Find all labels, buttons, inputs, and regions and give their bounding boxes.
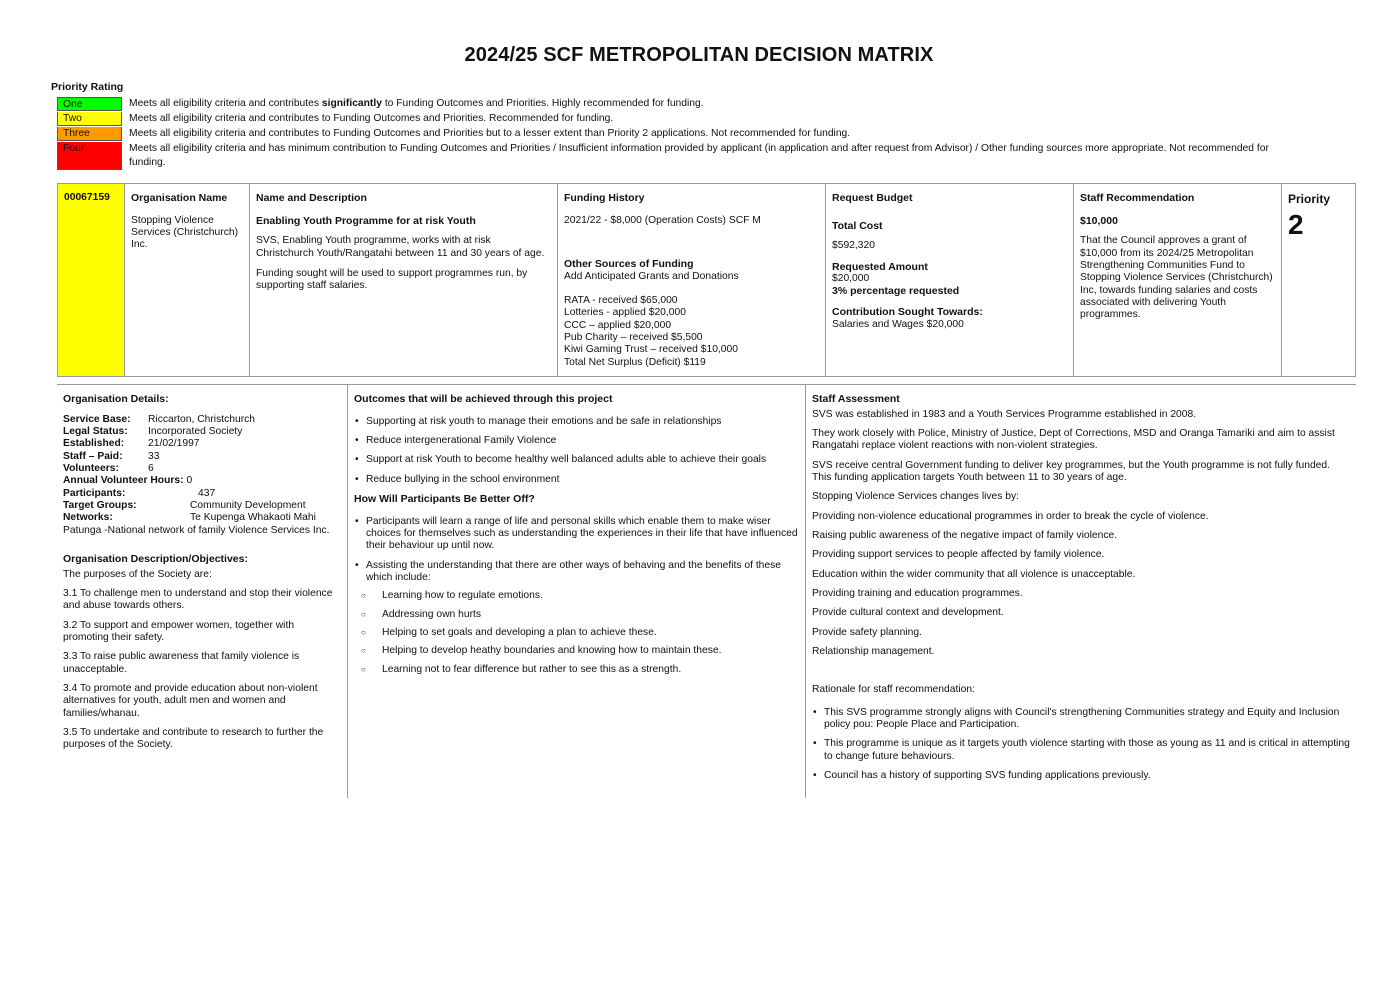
detail-value: 437	[198, 487, 216, 499]
assessment-paragraph: Providing support services to people affected by family violence.	[812, 549, 1105, 561]
requested-amount-value: $20,000	[832, 273, 870, 285]
outcome-item: • Reduce bullying in the school environment	[366, 474, 799, 486]
outcomes-heading: Outcomes that will be achieved through this project	[354, 393, 613, 405]
outcome-item: • Reduce intergenerational Family Violence	[366, 435, 799, 447]
better-off-subitem: ○ Learning not to fear difference but rather to see this as a strength.	[382, 664, 799, 676]
application-summary-table	[57, 183, 1356, 377]
detail-value: Community Development	[190, 500, 306, 511]
detail-staff-paid	[63, 451, 341, 463]
detail-networks	[63, 512, 341, 524]
contribution-value: Salaries and Wages $20,000	[832, 318, 964, 330]
priority-rating-heading: Priority Rating	[51, 81, 124, 93]
organisation-details-panel	[57, 385, 348, 798]
detail-legal-status	[63, 426, 341, 438]
objective-item: 3.1 To challenge men to understand and stop their violence and abuse towards others.	[63, 587, 333, 612]
assessment-paragraph: Education within the wider community that all violence is unacceptable.	[812, 568, 1136, 580]
detail-networks-continuation: Patunga -National network of family Violence Services Inc.	[63, 524, 330, 536]
detail-label: Volunteers:	[63, 462, 119, 474]
total-cost-value: $592,320	[832, 240, 875, 252]
legend-text-part: Meets all eligibility criteria and contributes	[129, 98, 322, 109]
organisation-name-cell	[125, 184, 250, 376]
funding-sources-list	[564, 295, 819, 369]
funding-source: Kiwi Gaming Trust – received $10,000	[564, 344, 738, 356]
contribution-label: Contribution Sought Towards:	[832, 306, 983, 319]
rationale-item: • This SVS programme strongly aligns with Council's strengthening Communities strategy and Equity and Inclusion policy pou: People Place and Participation.	[824, 707, 1350, 732]
detail-label: Networks:	[63, 512, 113, 524]
better-off-sublist	[354, 590, 799, 676]
funding-history-heading: Funding History	[564, 192, 645, 204]
better-off-subitem: ○ Addressing own hurts	[382, 609, 799, 621]
detail-label: Service Base:	[63, 413, 131, 425]
detail-label: Annual Volunteer Hours:	[63, 475, 184, 487]
assessment-paragraph: Providing non-violence educational programmes in order to break the cycle of violence.	[812, 510, 1209, 522]
rationale-item: • Council has a history of supporting SVS funding applications previously.	[824, 770, 1350, 782]
detail-value: Te Kupenga Whakaoti Mahi	[190, 512, 316, 524]
outcome-item: • Support at risk Youth to become healthy well balanced adults able to achieve their goals	[366, 454, 799, 466]
detail-value: Riccarton, Christchurch	[148, 413, 256, 425]
outcome-item: • Supporting at risk youth to manage their emotions and be safe in relationships	[366, 416, 799, 428]
requested-amount-label: Requested Amount	[832, 260, 928, 273]
assessment-paragraph: Relationship management.	[812, 646, 935, 658]
assessment-paragraph: Provide cultural context and development.	[812, 607, 1004, 619]
better-off-list	[354, 516, 799, 585]
rationale-list	[812, 707, 1350, 783]
detail-volunteers	[63, 463, 341, 475]
funding-source: CCC – applied $20,000	[564, 319, 672, 331]
objectives-intro: The purposes of the Society are:	[63, 568, 212, 580]
funding-source: Lotteries - applied $20,000	[564, 307, 686, 319]
assessment-paragraph: They work closely with Police, Ministry of Justice, Dept of Corrections, MSD and Oranga Tamariki and aim to assist Rangatahi replace violent reactions with non-violent strategies.	[812, 427, 1335, 452]
percentage-requested: 3% percentage requested	[832, 285, 960, 298]
priority-heading: Priority	[1288, 192, 1331, 206]
better-off-subitem: ○ Helping to set goals and developing a plan to achieve these.	[382, 627, 799, 639]
project-name: Enabling Youth Programme for at risk Youth	[256, 214, 476, 227]
legend-text-three: Meets all eligibility criteria and contributes to Funding Outcomes and Priorities but to a lesser extent than Priority 2 applications. Not recommended for funding.	[129, 128, 851, 139]
priority-swatch-one: One	[57, 97, 122, 111]
organisation-details-list	[63, 414, 341, 537]
rationale-heading: Rationale for staff recommendation:	[812, 684, 975, 696]
assessment-paragraph: Providing training and education programmes.	[812, 588, 1023, 600]
detail-label: Staff – Paid:	[63, 450, 123, 462]
staff-recommendation-heading: Staff Recommendation	[1080, 192, 1195, 204]
staff-assessment-heading: Staff Assessment	[812, 393, 900, 405]
legend-row-two	[57, 112, 1327, 126]
organisation-name-heading: Organisation Name	[131, 192, 228, 204]
detail-service-base	[63, 414, 341, 426]
detail-label: Established:	[63, 438, 125, 450]
detail-value: Incorporated Society	[148, 425, 243, 437]
organisation-details-heading: Organisation Details:	[63, 393, 169, 405]
assessment-paragraph: Stopping Violence Services changes lives by:	[812, 491, 1020, 503]
other-funding-subheading: Add Anticipated Grants and Donations	[564, 270, 739, 282]
better-off-item: • Assisting the understanding that there are other ways of behaving and the benefits of these which include:	[366, 560, 799, 585]
detail-value: 6	[148, 462, 154, 474]
detail-label: Participants:	[63, 487, 126, 499]
assessment-paragraph: Provide safety planning.	[812, 626, 922, 638]
priority-swatch-three: Three	[57, 127, 122, 141]
detail-target-groups	[63, 500, 341, 512]
recommendation-text: That the Council approves a grant of $10,000 from its 2024/25 Metropolitan Strengthening Communities Fund to Stopping Violence Services (Christchurch) Inc, towards funding salaries and costs associated with delivering Youth programmes.	[1080, 235, 1273, 321]
request-budget-heading: Request Budget	[832, 192, 913, 204]
priority-swatch-four: Four	[57, 142, 122, 170]
detail-label: Target Groups:	[63, 500, 137, 511]
better-off-subitem: ○ Learning how to regulate emotions.	[382, 590, 799, 602]
objective-item: 3.3 To raise public awareness that family violence is unacceptable.	[63, 651, 300, 675]
priority-legend	[57, 97, 1327, 170]
assessment-paragraph: SVS was established in 1983 and a Youth Services Programme established in 2008.	[812, 408, 1197, 420]
assessment-paragraph: Raising public awareness of the negative impact of family violence.	[812, 530, 1118, 541]
legend-row-three	[57, 127, 1327, 141]
assessment-paragraph: SVS receive central Government funding to deliver key programmes, but the Youth programme is not fully funded. This funding application targets Youth between 11 to 30 years of age.	[812, 459, 1330, 483]
detail-participants	[63, 488, 341, 500]
outcomes-list	[354, 416, 799, 486]
detail-volunteer-hours	[63, 475, 341, 487]
detail-label: Legal Status:	[63, 425, 128, 437]
legend-row-four	[57, 142, 1327, 170]
other-funding-heading: Other Sources of Funding	[564, 257, 694, 270]
request-budget-cell	[826, 184, 1074, 376]
detail-value: 33	[148, 450, 160, 462]
legend-text-one	[129, 97, 1304, 111]
detail-value: 21/02/1997	[148, 438, 200, 450]
name-description-heading: Name and Description	[256, 192, 367, 204]
legend-text-two: Meets all eligibility criteria and contributes to Funding Outcomes and Priorities. Recommended for funding.	[129, 113, 614, 124]
objective-item: 3.4 To promote and provide education about non-violent alternatives for youth, adult men and women and families/whanau.	[63, 683, 318, 719]
objective-item: 3.5 To undertake and contribute to research to further the purposes of the Society.	[63, 727, 324, 751]
application-id-cell	[58, 184, 125, 376]
application-id: 00067159	[64, 192, 110, 203]
rationale-item: • This programme is unique as it targets youth violence starting with those as young as 11 and is critical in attempting to change future behaviours.	[824, 738, 1350, 763]
legend-text-four: Meets all eligibility criteria and has minimum contribution to Funding Outcomes and Priorities / Insufficient information provided by applicant (in application and after request from Advisor) / Other funding sources more appropriate. Not recommended for funding.	[129, 143, 1269, 168]
objectives-heading: Organisation Description/Objectives:	[63, 553, 248, 566]
staff-assessment-panel	[806, 385, 1356, 797]
staff-recommendation-cell	[1074, 184, 1282, 376]
priority-value: 2	[1288, 209, 1304, 241]
project-description: SVS, Enabling Youth programme, works with at risk Christchurch Youth/Rangatahi between 11 and 30 years of age.	[256, 235, 545, 259]
funding-purpose: Funding sought will be used to support programmes run, by supporting staff salaries.	[256, 267, 528, 292]
funding-history-entry: 2021/22 - $8,000 (Operation Costs) SCF M	[564, 214, 761, 226]
legend-text-part: to Funding Outcomes and Priorities. Highly recommended for funding.	[381, 98, 704, 109]
better-off-subitem: ○ Helping to develop heathy boundaries and knowing how to maintain these.	[382, 645, 799, 657]
objective-item: 3.2 To support and empower women, together with promoting their safety.	[63, 619, 295, 643]
funding-history-cell	[558, 184, 826, 376]
funding-source: RATA - received $65,000	[564, 294, 678, 306]
page-title: 2024/25 SCF METROPOLITAN DECISION MATRIX	[464, 44, 934, 66]
total-cost-label: Total Cost	[832, 219, 883, 232]
legend-text-bold: significantly	[321, 98, 382, 109]
detail-value: 0	[186, 475, 193, 487]
better-off-item: • Participants will learn a range of life and personal skills which enable them to make wiser choices for themselves such as understanding the experiences in their life that have influenced their behaviour up until now.	[366, 516, 799, 553]
net-surplus: Total Net Surplus (Deficit) $119	[564, 356, 706, 368]
outcomes-panel	[348, 385, 806, 798]
organisation-name: Stopping Violence Services (Christchurch) Inc.	[131, 214, 238, 251]
priority-cell	[1282, 184, 1355, 376]
legend-row-one	[57, 97, 1327, 111]
detail-established	[63, 438, 341, 450]
recommended-amount: $10,000	[1080, 214, 1118, 227]
priority-swatch-two: Two	[57, 112, 122, 126]
name-description-cell	[250, 184, 558, 376]
better-off-heading: How Will Participants Be Better Off?	[354, 492, 535, 505]
funding-source: Pub Charity – received $5,500	[564, 331, 703, 343]
